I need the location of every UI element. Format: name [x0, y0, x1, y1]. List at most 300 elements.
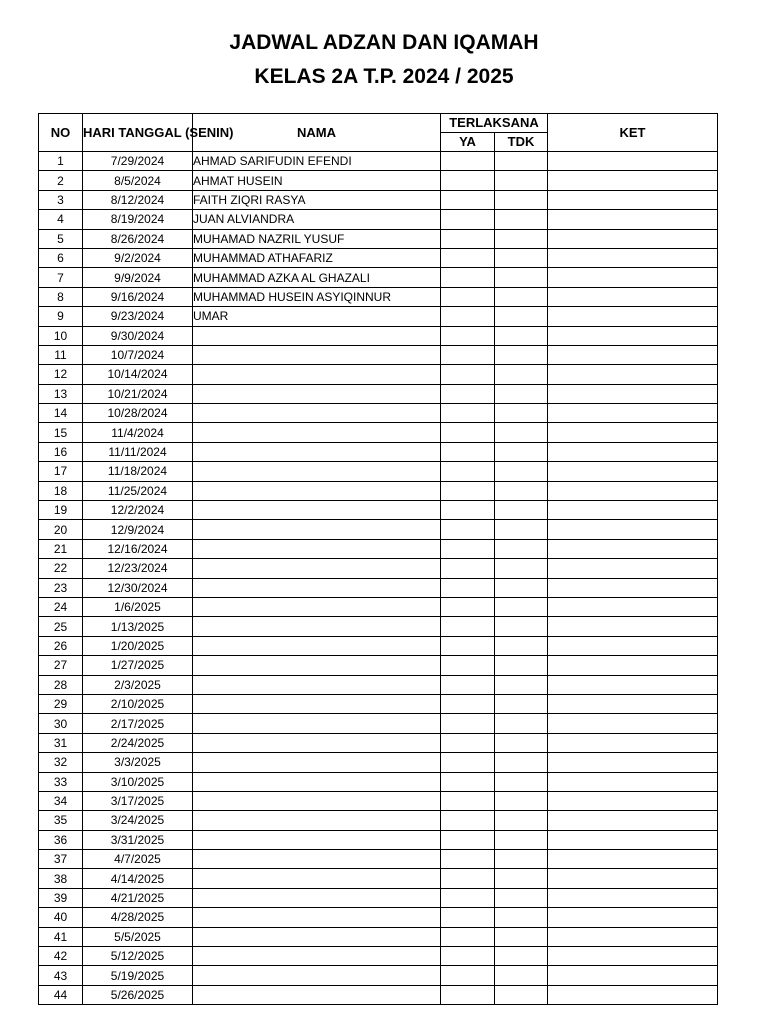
row-tdk-cell — [495, 190, 548, 209]
row-tdk-cell — [495, 210, 548, 229]
row-number: 41 — [39, 927, 83, 946]
header-tdk: TDK — [495, 133, 548, 152]
row-tdk-cell — [495, 753, 548, 772]
row-number: 5 — [39, 229, 83, 248]
row-date: 2/17/2025 — [83, 714, 193, 733]
row-ket-cell — [548, 850, 718, 869]
table-row — [39, 597, 718, 616]
row-ya-cell — [441, 307, 495, 326]
row-date: 11/4/2024 — [83, 423, 193, 442]
table-row — [39, 423, 718, 442]
table-row — [39, 520, 718, 539]
row-ya-cell — [441, 927, 495, 946]
table-row — [39, 501, 718, 520]
row-ket-cell — [548, 966, 718, 985]
row-number: 7 — [39, 268, 83, 287]
row-name: MUHAMMAD ATHAFARIZ — [193, 248, 441, 267]
row-date: 5/5/2025 — [83, 927, 193, 946]
table-row — [39, 248, 718, 267]
row-name: MUHAMAD NAZRIL YUSUF — [193, 229, 441, 248]
row-ya-cell — [441, 345, 495, 364]
header-ket: KET — [548, 114, 718, 152]
row-tdk-cell — [495, 733, 548, 752]
row-ket-cell — [548, 152, 718, 171]
row-tdk-cell — [495, 869, 548, 888]
row-tdk-cell — [495, 694, 548, 713]
page-title: JADWAL ADZAN DAN IQAMAH — [229, 31, 539, 54]
row-ya-cell — [441, 539, 495, 558]
row-ket-cell — [548, 326, 718, 345]
row-number: 25 — [39, 617, 83, 636]
table-row — [39, 307, 718, 326]
row-date: 4/14/2025 — [83, 869, 193, 888]
row-ket-cell — [548, 636, 718, 655]
row-ket-cell — [548, 597, 718, 616]
row-date: 3/10/2025 — [83, 772, 193, 791]
row-ket-cell — [548, 229, 718, 248]
page-subtitle: KELAS 2A T.P. 2024 / 2025 — [254, 65, 514, 88]
row-ket-cell — [548, 287, 718, 306]
row-name — [193, 578, 441, 597]
row-tdk-cell — [495, 714, 548, 733]
row-ya-cell — [441, 462, 495, 481]
row-name: UMAR — [193, 307, 441, 326]
row-number: 15 — [39, 423, 83, 442]
row-date: 8/12/2024 — [83, 190, 193, 209]
row-name — [193, 811, 441, 830]
row-ya-cell — [441, 694, 495, 713]
row-ket-cell — [548, 559, 718, 578]
table-row — [39, 908, 718, 927]
row-ya-cell — [441, 966, 495, 985]
table-row — [39, 966, 718, 985]
row-name — [193, 404, 441, 423]
row-ya-cell — [441, 617, 495, 636]
row-name — [193, 869, 441, 888]
table-row — [39, 888, 718, 907]
row-ket-cell — [548, 481, 718, 500]
row-ya-cell — [441, 888, 495, 907]
row-ket-cell — [548, 501, 718, 520]
row-ya-cell — [441, 423, 495, 442]
row-name — [193, 966, 441, 985]
row-tdk-cell — [495, 501, 548, 520]
row-ket-cell — [548, 442, 718, 461]
table-row — [39, 404, 718, 423]
row-number: 14 — [39, 404, 83, 423]
row-name: FAITH ZIQRI RASYA — [193, 190, 441, 209]
table-row — [39, 171, 718, 190]
row-ket-cell — [548, 927, 718, 946]
row-name: MUHAMMAD HUSEIN ASYIQINNUR — [193, 287, 441, 306]
row-ya-cell — [441, 947, 495, 966]
row-number: 34 — [39, 791, 83, 810]
row-ket-cell — [548, 210, 718, 229]
row-date: 1/13/2025 — [83, 617, 193, 636]
row-tdk-cell — [495, 404, 548, 423]
row-number: 40 — [39, 908, 83, 927]
row-number: 8 — [39, 287, 83, 306]
row-number: 17 — [39, 462, 83, 481]
row-ya-cell — [441, 326, 495, 345]
table-row — [39, 559, 718, 578]
row-date: 2/10/2025 — [83, 694, 193, 713]
row-ket-cell — [548, 365, 718, 384]
row-tdk-cell — [495, 888, 548, 907]
row-date: 9/30/2024 — [83, 326, 193, 345]
row-tdk-cell — [495, 268, 548, 287]
row-number: 20 — [39, 520, 83, 539]
row-tdk-cell — [495, 947, 548, 966]
table-row — [39, 462, 718, 481]
table-row — [39, 733, 718, 752]
row-number: 3 — [39, 190, 83, 209]
row-date: 12/2/2024 — [83, 501, 193, 520]
row-ya-cell — [441, 791, 495, 810]
row-date: 9/2/2024 — [83, 248, 193, 267]
row-name — [193, 326, 441, 345]
row-name — [193, 927, 441, 946]
row-ya-cell — [441, 733, 495, 752]
row-date: 5/19/2025 — [83, 966, 193, 985]
row-ket-cell — [548, 694, 718, 713]
table-row — [39, 947, 718, 966]
table-row — [39, 869, 718, 888]
header-terlaksana: TERLAKSANA — [441, 114, 548, 133]
row-name — [193, 772, 441, 791]
row-ket-cell — [548, 656, 718, 675]
row-date: 12/30/2024 — [83, 578, 193, 597]
row-name — [193, 733, 441, 752]
row-name — [193, 617, 441, 636]
row-date: 1/20/2025 — [83, 636, 193, 655]
row-number: 13 — [39, 384, 83, 403]
row-tdk-cell — [495, 578, 548, 597]
table-row — [39, 210, 718, 229]
table-row — [39, 694, 718, 713]
row-ya-cell — [441, 210, 495, 229]
table-row — [39, 345, 718, 364]
row-tdk-cell — [495, 423, 548, 442]
row-ket-cell — [548, 888, 718, 907]
row-date: 12/23/2024 — [83, 559, 193, 578]
table-row — [39, 384, 718, 403]
row-tdk-cell — [495, 539, 548, 558]
row-number: 11 — [39, 345, 83, 364]
row-date: 3/24/2025 — [83, 811, 193, 830]
row-ket-cell — [548, 811, 718, 830]
row-ket-cell — [548, 985, 718, 1004]
row-number: 42 — [39, 947, 83, 966]
row-tdk-cell — [495, 927, 548, 946]
row-number: 9 — [39, 307, 83, 326]
row-date: 8/5/2024 — [83, 171, 193, 190]
row-tdk-cell — [495, 229, 548, 248]
row-tdk-cell — [495, 248, 548, 267]
row-name — [193, 947, 441, 966]
row-name — [193, 714, 441, 733]
row-ket-cell — [548, 578, 718, 597]
row-date: 7/29/2024 — [83, 152, 193, 171]
row-date: 5/12/2025 — [83, 947, 193, 966]
row-ya-cell — [441, 481, 495, 500]
schedule-table — [38, 113, 718, 1005]
row-number: 39 — [39, 888, 83, 907]
row-ya-cell — [441, 248, 495, 267]
row-number: 31 — [39, 733, 83, 752]
row-tdk-cell — [495, 772, 548, 791]
row-number: 26 — [39, 636, 83, 655]
row-tdk-cell — [495, 345, 548, 364]
row-date: 10/21/2024 — [83, 384, 193, 403]
row-ket-cell — [548, 423, 718, 442]
row-name — [193, 481, 441, 500]
row-ya-cell — [441, 229, 495, 248]
row-tdk-cell — [495, 152, 548, 171]
row-tdk-cell — [495, 850, 548, 869]
row-tdk-cell — [495, 442, 548, 461]
row-name — [193, 520, 441, 539]
header-nama: NAMA — [193, 114, 441, 152]
row-ya-cell — [441, 520, 495, 539]
row-date: 3/17/2025 — [83, 791, 193, 810]
table-row — [39, 229, 718, 248]
row-name — [193, 908, 441, 927]
row-tdk-cell — [495, 559, 548, 578]
row-date: 8/26/2024 — [83, 229, 193, 248]
row-name — [193, 888, 441, 907]
row-name — [193, 462, 441, 481]
row-date: 10/7/2024 — [83, 345, 193, 364]
row-number: 35 — [39, 811, 83, 830]
row-ya-cell — [441, 171, 495, 190]
table-row — [39, 830, 718, 849]
row-ya-cell — [441, 869, 495, 888]
row-ya-cell — [441, 714, 495, 733]
row-tdk-cell — [495, 481, 548, 500]
row-date: 11/11/2024 — [83, 442, 193, 461]
row-number: 6 — [39, 248, 83, 267]
row-date: 12/16/2024 — [83, 539, 193, 558]
row-number: 2 — [39, 171, 83, 190]
row-date: 11/25/2024 — [83, 481, 193, 500]
row-number: 32 — [39, 753, 83, 772]
row-name — [193, 753, 441, 772]
row-ket-cell — [548, 869, 718, 888]
row-ket-cell — [548, 947, 718, 966]
row-date: 9/16/2024 — [83, 287, 193, 306]
table-row — [39, 326, 718, 345]
row-number: 27 — [39, 656, 83, 675]
row-number: 18 — [39, 481, 83, 500]
row-tdk-cell — [495, 617, 548, 636]
row-number: 23 — [39, 578, 83, 597]
row-ket-cell — [548, 830, 718, 849]
row-name — [193, 656, 441, 675]
row-ya-cell — [441, 850, 495, 869]
table-header — [39, 114, 718, 152]
row-date: 1/27/2025 — [83, 656, 193, 675]
row-tdk-cell — [495, 675, 548, 694]
row-ya-cell — [441, 268, 495, 287]
row-ya-cell — [441, 287, 495, 306]
row-ket-cell — [548, 908, 718, 927]
table-body — [39, 152, 718, 1005]
row-name — [193, 384, 441, 403]
row-tdk-cell — [495, 966, 548, 985]
row-date: 2/3/2025 — [83, 675, 193, 694]
table-row — [39, 636, 718, 655]
row-date: 9/23/2024 — [83, 307, 193, 326]
row-ket-cell — [548, 791, 718, 810]
table-row — [39, 985, 718, 1004]
table-row — [39, 850, 718, 869]
header-ya: YA — [441, 133, 495, 152]
row-tdk-cell — [495, 985, 548, 1004]
row-number: 1 — [39, 152, 83, 171]
row-date: 4/28/2025 — [83, 908, 193, 927]
row-ya-cell — [441, 908, 495, 927]
table-row — [39, 617, 718, 636]
row-date: 4/21/2025 — [83, 888, 193, 907]
header-no: NO — [39, 114, 83, 152]
table-row — [39, 811, 718, 830]
row-ket-cell — [548, 190, 718, 209]
row-number: 36 — [39, 830, 83, 849]
row-date: 3/31/2025 — [83, 830, 193, 849]
row-ket-cell — [548, 675, 718, 694]
row-ket-cell — [548, 539, 718, 558]
row-ket-cell — [548, 307, 718, 326]
row-number: 28 — [39, 675, 83, 694]
table-row — [39, 656, 718, 675]
row-date: 3/3/2025 — [83, 753, 193, 772]
row-ket-cell — [548, 384, 718, 403]
row-number: 16 — [39, 442, 83, 461]
table-row — [39, 578, 718, 597]
row-number: 24 — [39, 597, 83, 616]
row-name — [193, 442, 441, 461]
row-number: 37 — [39, 850, 83, 869]
row-number: 29 — [39, 694, 83, 713]
table-row — [39, 365, 718, 384]
row-ket-cell — [548, 462, 718, 481]
table-row — [39, 753, 718, 772]
row-number: 10 — [39, 326, 83, 345]
table-row — [39, 772, 718, 791]
table-row — [39, 287, 718, 306]
row-ket-cell — [548, 617, 718, 636]
row-ya-cell — [441, 404, 495, 423]
row-number: 19 — [39, 501, 83, 520]
row-ket-cell — [548, 404, 718, 423]
row-date: 10/14/2024 — [83, 365, 193, 384]
row-number: 22 — [39, 559, 83, 578]
row-name — [193, 539, 441, 558]
row-ket-cell — [548, 733, 718, 752]
row-ya-cell — [441, 830, 495, 849]
row-name — [193, 559, 441, 578]
row-name — [193, 985, 441, 1004]
header-hari-tanggal: HARI TANGGAL (SENIN) — [83, 114, 193, 152]
table-row — [39, 481, 718, 500]
row-date: 8/19/2024 — [83, 210, 193, 229]
row-ya-cell — [441, 384, 495, 403]
row-ya-cell — [441, 442, 495, 461]
row-name — [193, 365, 441, 384]
row-name: AHMAT HUSEIN — [193, 171, 441, 190]
row-date: 9/9/2024 — [83, 268, 193, 287]
row-tdk-cell — [495, 171, 548, 190]
row-name — [193, 597, 441, 616]
row-tdk-cell — [495, 520, 548, 539]
row-name — [193, 694, 441, 713]
row-tdk-cell — [495, 597, 548, 616]
row-name — [193, 675, 441, 694]
row-tdk-cell — [495, 365, 548, 384]
table-row — [39, 442, 718, 461]
table-row — [39, 714, 718, 733]
row-name — [193, 423, 441, 442]
row-ket-cell — [548, 345, 718, 364]
row-ya-cell — [441, 365, 495, 384]
row-tdk-cell — [495, 287, 548, 306]
row-date: 5/26/2025 — [83, 985, 193, 1004]
row-name — [193, 501, 441, 520]
row-name — [193, 636, 441, 655]
row-tdk-cell — [495, 830, 548, 849]
row-date: 1/6/2025 — [83, 597, 193, 616]
row-number: 21 — [39, 539, 83, 558]
row-tdk-cell — [495, 908, 548, 927]
row-tdk-cell — [495, 656, 548, 675]
row-ya-cell — [441, 753, 495, 772]
row-number: 33 — [39, 772, 83, 791]
row-ya-cell — [441, 152, 495, 171]
row-name: MUHAMMAD AZKA AL GHAZALI — [193, 268, 441, 287]
row-date: 2/24/2025 — [83, 733, 193, 752]
row-ya-cell — [441, 985, 495, 1004]
row-tdk-cell — [495, 384, 548, 403]
row-ya-cell — [441, 636, 495, 655]
row-ket-cell — [548, 772, 718, 791]
table-row — [39, 152, 718, 171]
row-ya-cell — [441, 811, 495, 830]
row-ya-cell — [441, 578, 495, 597]
row-name: JUAN ALVIANDRA — [193, 210, 441, 229]
row-tdk-cell — [495, 811, 548, 830]
row-ya-cell — [441, 501, 495, 520]
row-name — [193, 345, 441, 364]
row-ya-cell — [441, 772, 495, 791]
row-date: 10/28/2024 — [83, 404, 193, 423]
row-tdk-cell — [495, 307, 548, 326]
table-row — [39, 927, 718, 946]
row-ket-cell — [548, 171, 718, 190]
row-number: 30 — [39, 714, 83, 733]
row-date: 11/18/2024 — [83, 462, 193, 481]
row-ya-cell — [441, 656, 495, 675]
row-ya-cell — [441, 675, 495, 694]
row-ket-cell — [548, 714, 718, 733]
row-number: 38 — [39, 869, 83, 888]
row-tdk-cell — [495, 791, 548, 810]
row-ya-cell — [441, 597, 495, 616]
row-ket-cell — [548, 753, 718, 772]
row-date: 12/9/2024 — [83, 520, 193, 539]
row-ya-cell — [441, 559, 495, 578]
row-tdk-cell — [495, 462, 548, 481]
